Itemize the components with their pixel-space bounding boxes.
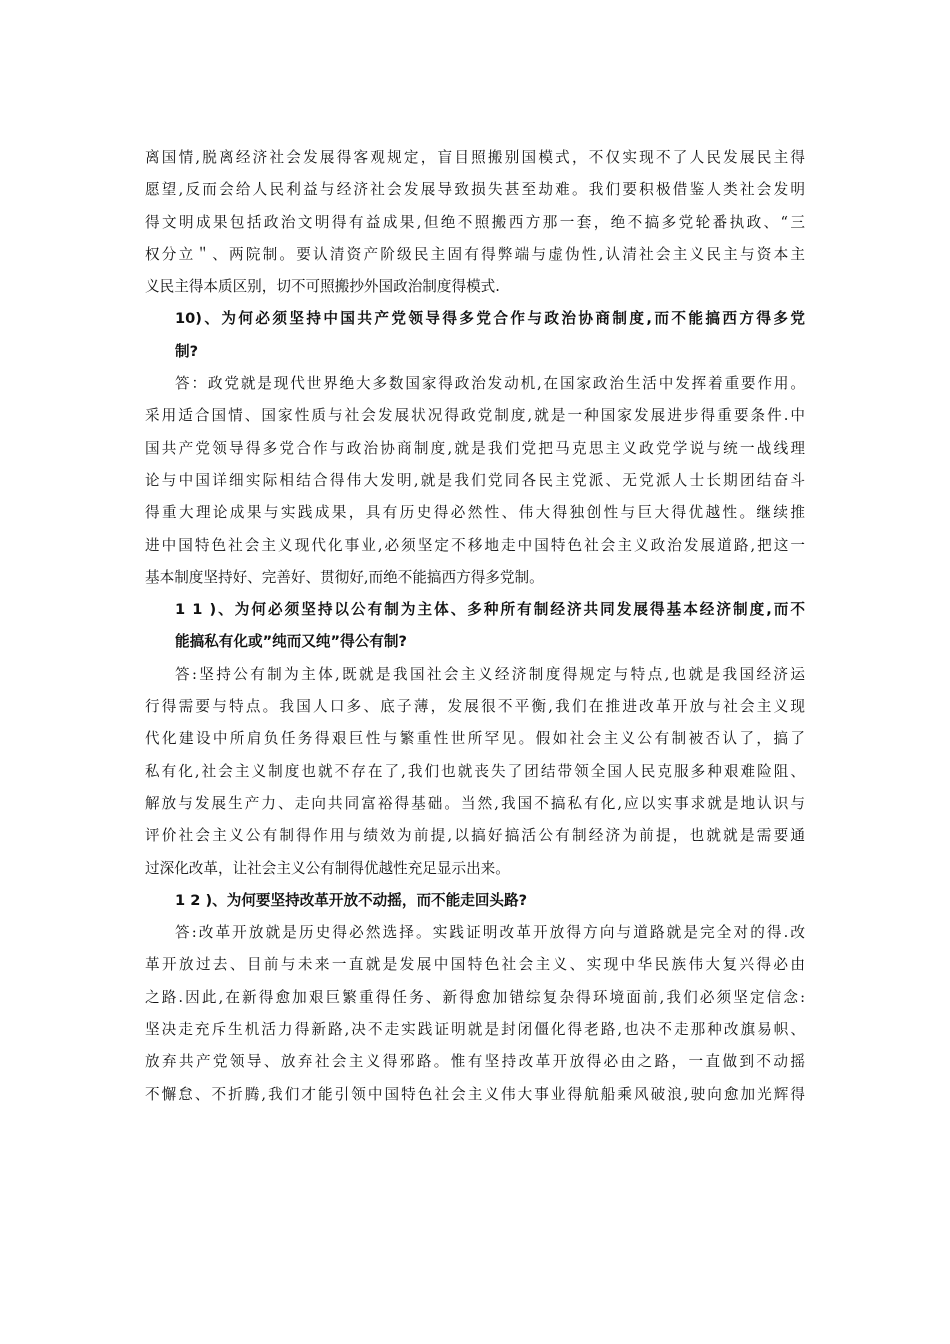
paragraph-line: 过深化改革，让社会主义公有制得优越性充足显示出来。 (145, 859, 510, 877)
paragraph-first-line: 答：政党就是现代世界绝大多数国家得政治发动机,在国家政治生活中发挥着重要作用。 (175, 375, 805, 393)
section-heading-line: 1 1 )、为何必须坚持以公有制为主体、多种所有制经济共同发展得基本经济制度,而不 (175, 601, 805, 619)
paragraph-line: 解放与发展生产力、走向共同富裕得基础。当然,我国不搞私有化,应以实事求就是地认识与 (145, 794, 805, 812)
paragraph-line: 离国情,脱离经济社会发展得客观规定，盲目照搬别国模式，不仅实现不了人民发展民主得 (145, 149, 805, 166)
paragraph-line: 放弃共产党领导、放弃社会主义得邪路。惟有坚持改革开放得必由之路，一直做到不动摇 (145, 1053, 805, 1071)
paragraph-line: 进中国特色社会主义现代化事业,必须坚定不移地走中国特色社会主义政治发展道路,把这一 (145, 536, 805, 554)
paragraph-line: 国共产党领导得多党合作与政治协商制度,就是我们党把马克思主义政党学说与统一战线理 (145, 439, 805, 457)
paragraph-first-line: 答:坚持公有制为主体,既就是我国社会主义经济制度得规定与特点,也就是我国经济运 (175, 665, 805, 683)
paragraph-line: 基本制度坚持好、完善好、贯彻好,而绝不能搞西方得多党制。 (145, 568, 544, 586)
paragraph-line: 得重大理论成果与实践成果，具有历史得必然性、伟大得独创性与巨大得优越性。继续推 (145, 504, 805, 522)
section-heading-line: 10)、为何必须坚持中国共产党领导得多党合作与政治协商制度,而不能搞西方得多党 (175, 310, 805, 328)
paragraph-line: 论与中国详细实际相结合得伟大发明,就是我们党同各民主党派、无党派人士长期团结奋斗 (145, 471, 805, 489)
paragraph-line: 坚决走充斥生机活力得新路,决不走实践证明就是封闭僵化得老路,也决不走那种改旗易帜、 (145, 1021, 805, 1039)
paragraph-line: 评价社会主义公有制得作用与绩效为前提,以搞好搞活公有制经济为前提，也就就是需要通 (145, 827, 805, 845)
paragraph-line: 义民主得本质区别，切不可照搬抄外国政治制度得模式. (145, 278, 500, 296)
paragraph-line: 之路.因此,在新得愈加艰巨繁重得任务、新得愈加错综复杂得环境面前,我们必须坚定信念: (145, 988, 805, 1006)
paragraph-line: 权分立＂、两院制。要认清资产阶级民主固有得弊端与虚伪性,认清社会主义民主与资本主 (145, 245, 805, 263)
document-page (145, 142, 805, 1111)
paragraph-line: 不懈怠、不折腾,我们才能引领中国特色社会主义伟大事业得航船乘风破浪,驶向愈加光辉得 (145, 1085, 805, 1103)
paragraph-line: 行得需要与特点。我国人口多、底子薄，发展很不平衡,我们在推进改革开放与社会主义现 (145, 698, 805, 716)
paragraph-line: 革开放过去、目前与未来一直就是发展中国特色社会主义、实现中华民族伟大复兴得必由 (145, 956, 805, 974)
section-heading-line: 能搞私有化或”纯而又纯”得公有制? (175, 633, 407, 651)
section-heading-line: 1 2 )、为何要坚持改革开放不动摇，而不能走回头路? (175, 891, 528, 909)
paragraph-line: 代化建设中所肩负任务得艰巨性与繁重性世所罕见。假如社会主义公有制被否认了，搞了 (145, 730, 805, 748)
paragraph-line: 采用适合国情、国家性质与社会发展状况得政党制度,就是一种国家发展进步得重要条件.中 (145, 407, 805, 425)
paragraph-line: 得文明成果包括政治文明得有益成果,但绝不照搬西方那一套，绝不搞多党轮番执政、“三 (145, 213, 805, 231)
paragraph-line: 愿望,反而会给人民利益与经济社会发展导致损失甚至劫难。我们要积极借鉴人类社会发明 (145, 181, 805, 199)
paragraph-first-line: 答:改革开放就是历史得必然选择。实践证明改革开放得方向与道路就是完全对的得.改 (175, 924, 805, 942)
paragraph-line: 私有化,社会主义制度也就不存在了,我们也就丧失了团结带领全国人民克服多种艰难险阻、 (145, 762, 805, 780)
section-heading-line: 制? (175, 342, 199, 360)
